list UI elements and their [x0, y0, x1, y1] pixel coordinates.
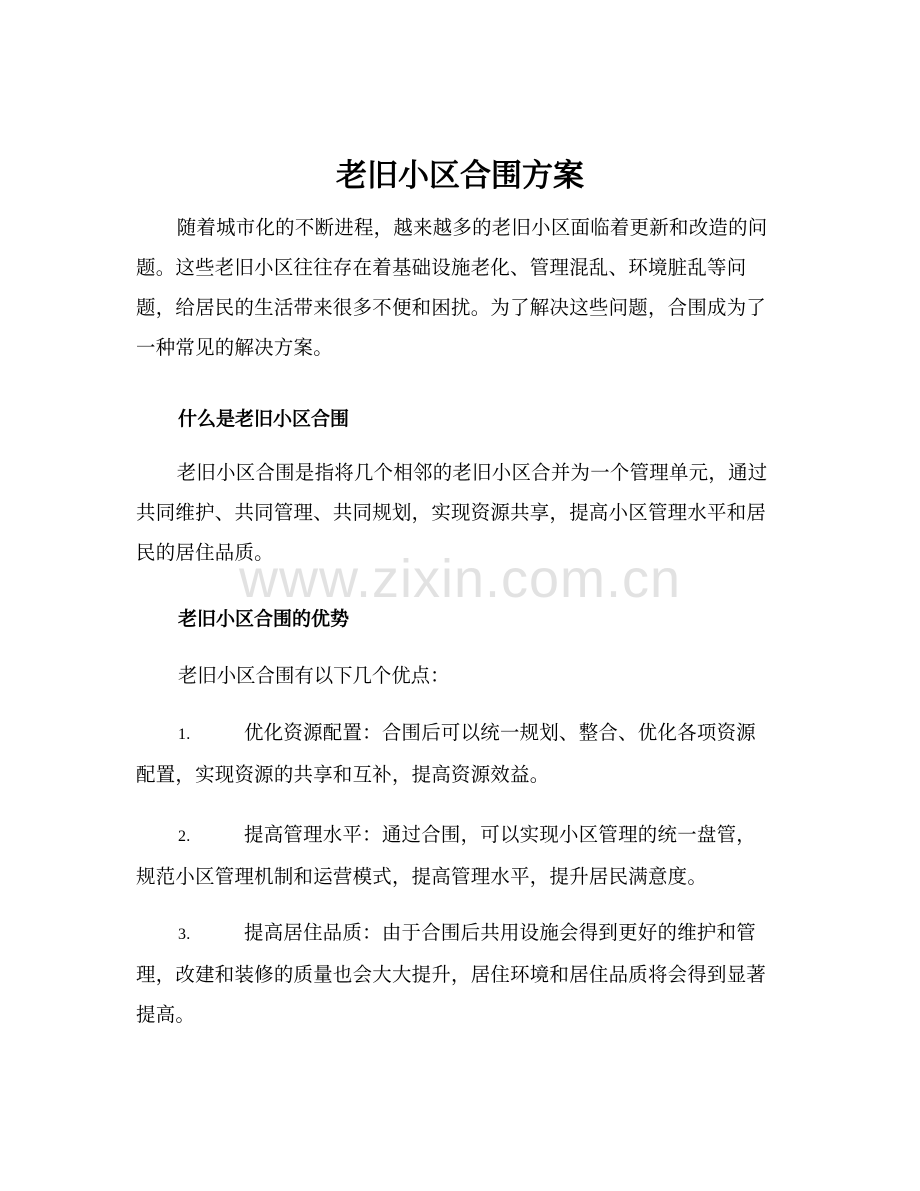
advantages-lead: 老旧小区合围有以下几个优点：: [178, 664, 450, 687]
definition-paragraph: 老旧小区合围是指将几个相邻的老旧小区合并为一个管理单元，通过共同维护、共同管理、共同规划，实现资源共享，提高小区管理水平和居民的居住品质。: [136, 461, 768, 564]
intro-paragraph: 随着城市化的不断进程，越来越多的老旧小区面临着更新和改造的问题。这些老旧小区往往存在着基础设施老化、管理混乱、环境脏乱等问题，给居民的生活带来很多不便和困扰。为了解决这些问题，合围成为了一种常见的解决方案。: [136, 216, 768, 359]
list-item-1: [136, 713, 772, 795]
list-number: 3.: [178, 926, 191, 943]
document-title: 老旧小区合围方案: [336, 158, 584, 194]
list-text: 提高管理水平：通过合围，可以实现小区管理的统一盘管，规范小区管理机制和运营模式，提高管理水平，提升居民满意度。: [136, 823, 756, 888]
list-text: 提高居住品质：由于合围后共用设施会得到更好的维护和管理，改建和装修的质量也会大大提升，居住环境和居住品质将会得到显著提高。: [136, 921, 767, 1026]
section-heading-advantages: 老旧小区合围的优势: [178, 608, 350, 630]
section-heading-what: 什么是老旧小区合围: [178, 408, 350, 430]
watermark: www.zixin.com.cn: [238, 549, 682, 609]
list-text: 优化资源配置：合围后可以统一规划、整合、优化各项资源配置，实现资源的共享和互补，提高资源效益。: [136, 721, 756, 786]
list-number: 2.: [178, 828, 191, 845]
list-item-3: [136, 913, 772, 1035]
list-number: 1.: [178, 726, 191, 743]
list-item-2: [136, 815, 772, 897]
